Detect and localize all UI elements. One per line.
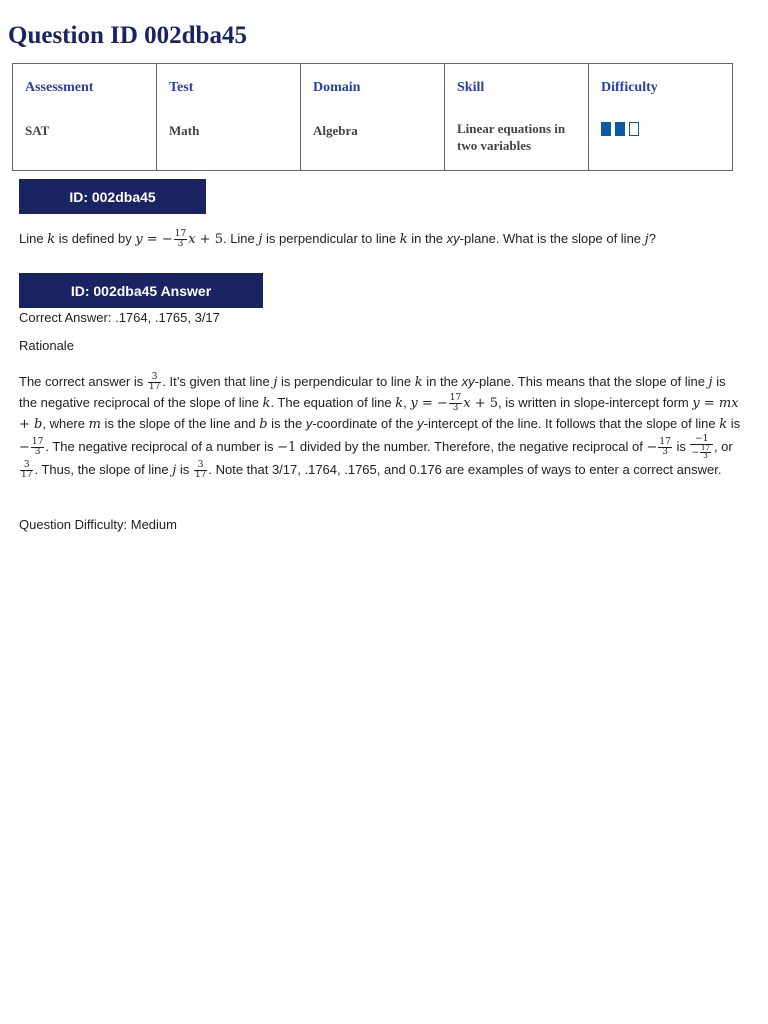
assessment-cell (13, 64, 157, 171)
correct-answer: Correct Answer: .1764, .1765, 3/17 (19, 310, 220, 325)
question-difficulty: Question Difficulty: Medium (19, 517, 177, 532)
fraction: $\frac{17}{3}$ (31, 437, 44, 457)
question-id-banner: ID: 002dba45 (19, 179, 206, 214)
domain-header: Domain (313, 80, 361, 95)
assessment-header: Assessment (25, 80, 94, 95)
domain-value: Algebra (313, 123, 358, 138)
fraction: $\frac{17}{3}$ (174, 229, 187, 250)
fraction: $\frac{17}{3}$ (659, 437, 671, 457)
difficulty-cell (589, 64, 733, 171)
domain-cell (301, 64, 445, 171)
test-cell (157, 64, 301, 171)
fraction: $\frac{3}{17}$ (148, 372, 161, 393)
difficulty-bar-filled (615, 122, 625, 136)
answer-id-banner: ID: 002dba45 Answer (19, 273, 263, 308)
skill-value: Linear equations in two variables (457, 121, 566, 153)
rationale-text: The correct answer is $\frac{3}{17}$ . It’s given that line j is perpendicular to line k in the xy-plane. This means that the slope of line j is the negative reciprocal of the slope of line k. The equation of line k, y = − $\frac{17}{3}$ x + 5, is written in slope-intercept form y = mx + b, where m is the slope of the line and b is the y-coordinate of the y-intercept of the line. It follows that the slope of line k is − $\frac{17}{3}$ . The negative reciprocal of a number is −1 divided by the number. Therefore, the negative reciprocal of − $\frac{17}{3}$ is −1 − $\frac{17}{3}$ , or $\frac{3}{17}$ . Thus, the slope of line j is $\frac{3}{17}$ . Note that 3/17, .1764, .1765, and 0.176 are examples of ways to enter a correct answer. (19, 372, 741, 481)
fraction: $\frac{3}{17}$ (194, 460, 207, 481)
rationale-label: Rationale (19, 338, 74, 353)
test-header: Test (169, 80, 194, 95)
test-value: Math (169, 123, 200, 138)
fraction: $\frac{17}{3}$ (701, 444, 710, 460)
fraction: $\frac{17}{3}$ (449, 393, 462, 414)
difficulty-bar-filled (601, 122, 611, 136)
page-title: Question ID 002dba45 (8, 22, 247, 49)
fraction: −1 − $\frac{17}{3}$ (690, 435, 712, 460)
difficulty-header: Difficulty (601, 80, 658, 95)
skill-header: Skill (457, 80, 485, 95)
question-meta-table (12, 63, 733, 171)
assessment-value: SAT (25, 123, 50, 138)
question-text: Line k is defined by y = − $\frac{17}{3}$ x + 5. Line j is perpendicular to line k in the xy-plane. What is the slope of line j? (19, 229, 656, 250)
difficulty-bar-empty (629, 122, 639, 136)
fraction: $\frac{3}{17}$ (21, 460, 33, 481)
skill-cell (445, 64, 589, 171)
difficulty-indicator (601, 122, 720, 136)
